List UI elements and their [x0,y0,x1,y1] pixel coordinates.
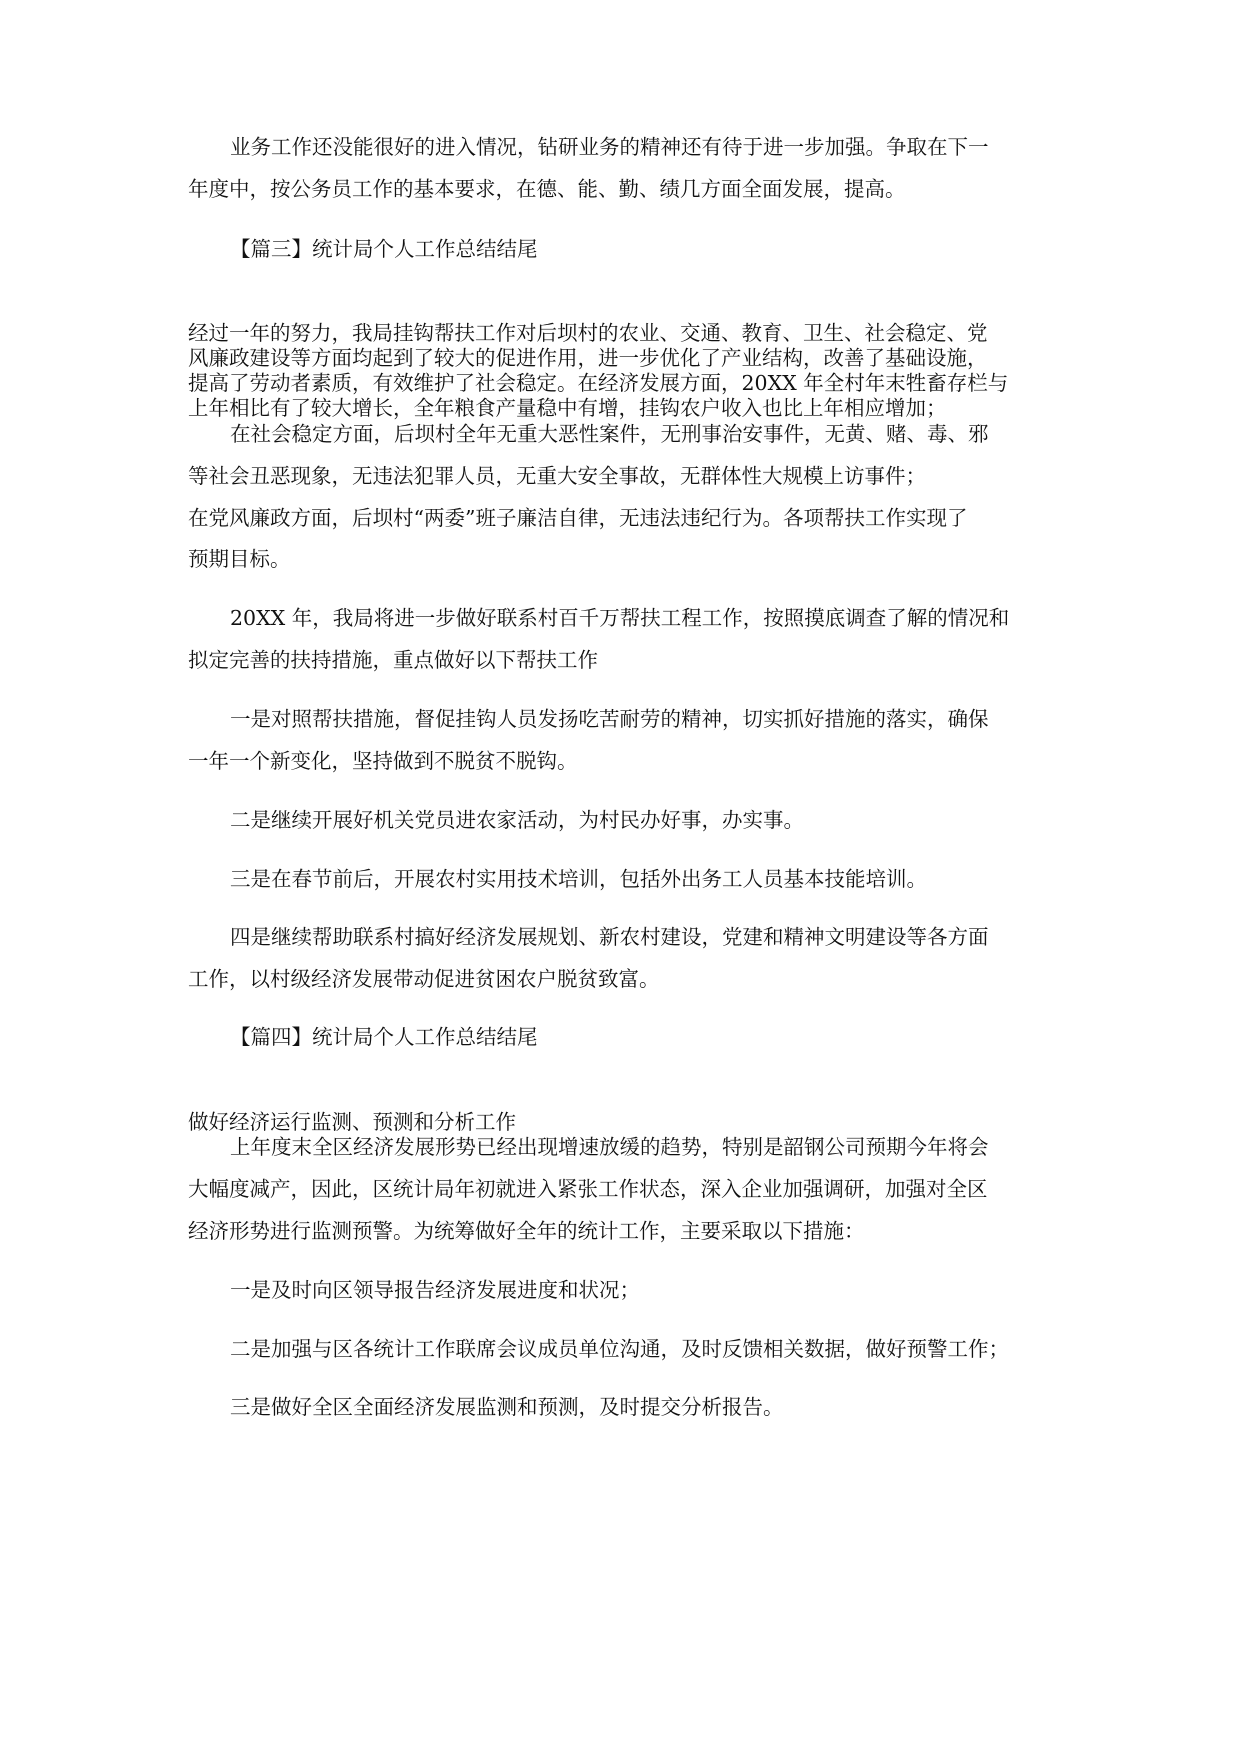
list-item: 二是继续开展好机关党员进农家活动，为村民办好事，办实事。 [230,808,804,832]
paragraph-line: 在党风廉政方面，后坝村“两委”班子廉洁自律，无违法违纪行为。各项帮扶工作实现了 [188,506,968,530]
paragraph-line: 年度中，按公务员工作的基本要求，在德、能、勤、绩几方面全面发展，提高。 [188,177,906,201]
list-item: 二是加强与区各统计工作联席会议成员单位沟通，及时反馈相关数据，做好预警工作； [230,1337,1009,1361]
paragraph-line: 拟定完善的扶持措施，重点做好以下帮扶工作 [188,648,598,672]
paragraph-line: 做好经济运行监测、预测和分析工作 [188,1110,516,1134]
paragraph-line: 预期目标。 [188,547,291,571]
list-item: 四是继续帮助联系村搞好经济发展规划、新农村建设，党建和精神文明建设等各方面 [230,925,989,949]
list-item: 三是做好全区全面经济发展监测和预测，及时提交分析报告。 [230,1395,784,1419]
list-item: 工作，以村级经济发展带动促进贫困农户脱贫致富。 [188,967,660,991]
paragraph-line: 提高了劳动者素质，有效维护了社会稳定。在经济发展方面，20XX 年全村年末牲畜存栏与 [188,371,1009,395]
paragraph-line: 等社会丑恶现象，无违法犯罪人员，无重大安全事故，无群体性大规模上访事件； [188,464,926,488]
list-item: 一年一个新变化，坚持做到不脱贫不脱钩。 [188,749,578,773]
paragraph-line: 风廉政建设等方面均起到了较大的促进作用，进一步优化了产业结构，改善了基础设施， [188,346,988,370]
list-item: 三是在春节前后，开展农村实用技术培训，包括外出务工人员基本技能培训。 [230,867,927,891]
paragraph-line: 在社会稳定方面，后坝村全年无重大恶性案件，无刑事治安事件，无黄、赌、毒、邪 [230,422,989,446]
paragraph-line: 上年度末全区经济发展形势已经出现增速放缓的趋势，特别是韶钢公司预期今年将会 [230,1135,989,1159]
paragraph-line: 经过一年的努力，我局挂钩帮扶工作对后坝村的农业、交通、教育、卫生、社会稳定、党 [188,321,988,345]
paragraph-line: 20XX 年，我局将进一步做好联系村百千万帮扶工程工作，按照摸底调查了解的情况和 [230,606,1010,630]
paragraph-line: 业务工作还没能很好的进入情况，钻研业务的精神还有待于进一步加强。争取在下一 [230,135,989,159]
paragraph-line: 上年相比有了较大增长，全年粮食产量稳中有增，挂钩农户收入也比上年相应增加； [188,396,947,420]
paragraph-line: 大幅度减产，因此，区统计局年初就进入紧张工作状态，深入企业加强调研，加强对全区 [188,1177,988,1201]
list-item: 一是及时向区领导报告经济发展进度和状况； [230,1278,640,1302]
section-heading: 【篇四】统计局个人工作总结结尾 [230,1025,538,1049]
paragraph-line: 经济形势进行监测预警。为统筹做好全年的统计工作，主要采取以下措施： [188,1219,865,1243]
list-item: 一是对照帮扶措施，督促挂钩人员发扬吃苦耐劳的精神，切实抓好措施的落实，确保 [230,707,989,731]
section-heading: 【篇三】统计局个人工作总结结尾 [230,237,538,261]
